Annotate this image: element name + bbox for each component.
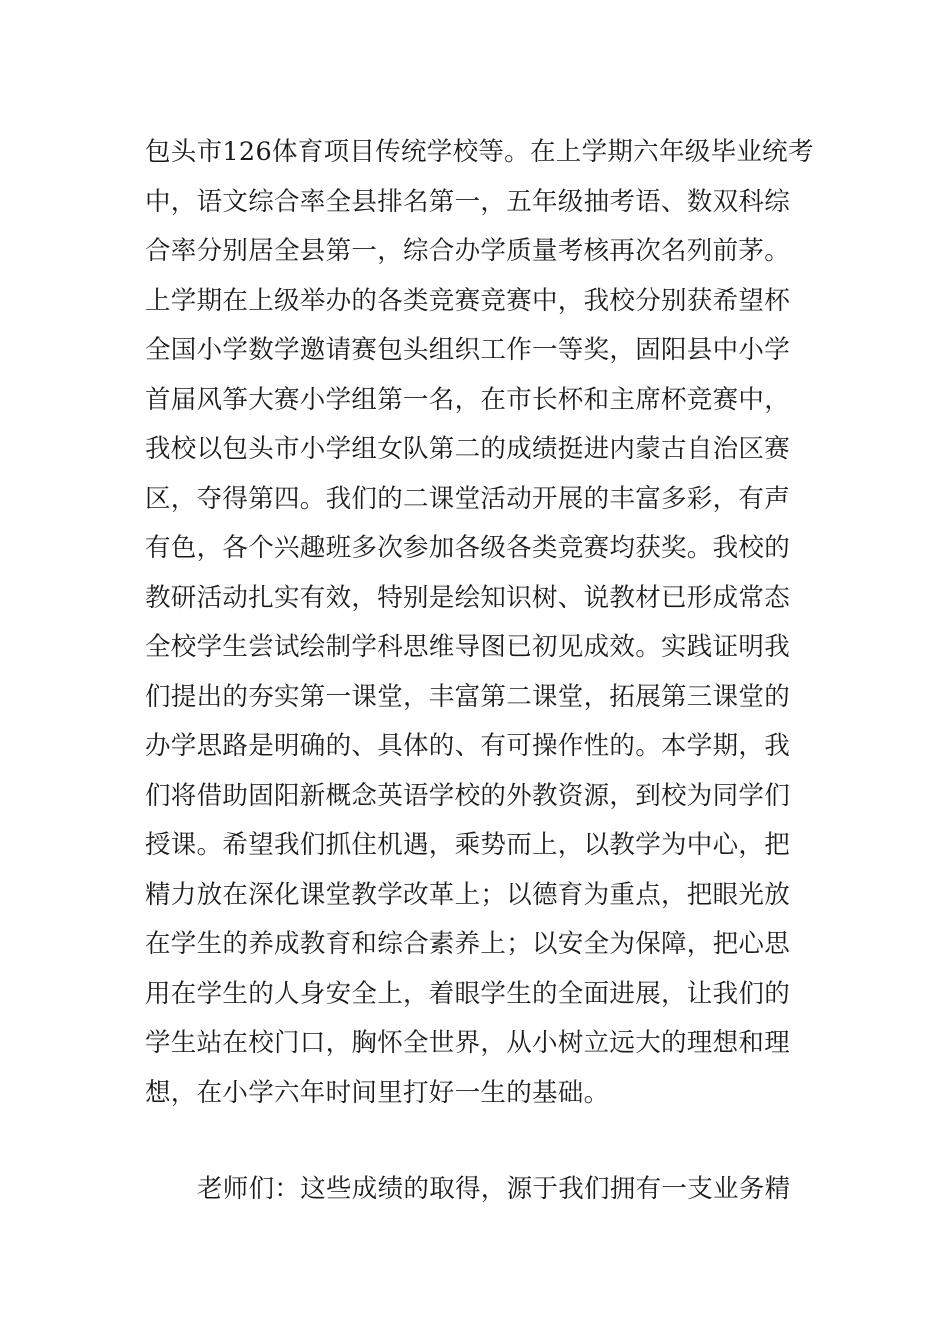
text-line: 合率分别居全县第一，综合办学质量考核再次名列前茅。 <box>145 236 791 266</box>
text-line: 有色，各个兴趣班多次参加各级各类竞赛均获奖。我校的 <box>145 533 791 563</box>
text-line: 中，语文综合率全县排名第一，五年级抽考语、数双科综 <box>145 186 791 217</box>
text-line: 全国小学数学邀请赛包头组织工作一等奖，固阳县中小学 <box>145 335 791 365</box>
text-line: 在学生的养成教育和综合素养上；以安全为保障，把心思 <box>145 929 791 959</box>
text-line: 们提出的夯实第一课堂，丰富第二课堂，拓展第三课堂的 <box>145 681 791 712</box>
text-line: 学生站在校门口，胸怀全世界，从小树立远大的理想和理 <box>145 1028 791 1058</box>
text-line: 区，夺得第四。我们的二课堂活动开展的丰富多彩，有声 <box>145 483 791 514</box>
text-line: 首届风筝大赛小学组第一名，在市长杯和主席杯竞赛中， <box>145 384 791 415</box>
text-line: 用在学生的人身安全上，着眼学生的全面进展，让我们的 <box>145 978 791 1009</box>
text-line: 教研活动扎实有效，特别是绘知识树、说教材已形成常态 <box>145 582 791 613</box>
text-line: 我校以包头市小学组女队第二的成绩挺进内蒙古自治区赛 <box>145 434 791 464</box>
text-line: 老师们：这些成绩的取得，源于我们拥有一支业务精 <box>197 1174 791 1204</box>
text-line: 全校学生尝试绘制学科思维导图已初见成效。实践证明我 <box>145 632 791 662</box>
text-line: 精力放在深化课堂教学改革上；以德育为重点，把眼光放 <box>145 879 791 910</box>
text-line: 包头市126体育项目传统学校等。在上学期六年级毕业统考 <box>145 137 814 167</box>
paragraph-achievements <box>145 128 815 1118</box>
text-line: 上学期在上级举办的各类竞赛竞赛中，我校分别获希望杯 <box>145 285 791 316</box>
text-line: 想，在小学六年时间里打好一生的基础。 <box>145 1077 610 1108</box>
text-line: 们将借助固阳新概念英语学校的外教资源，到校为同学们 <box>145 780 791 811</box>
text-line: 授课。希望我们抓住机遇，乘势而上，以教学为中心，把 <box>145 830 791 860</box>
paragraph-teachers <box>145 1165 815 1215</box>
text-line: 办学思路是明确的、具体的、有可操作性的。本学期，我 <box>145 731 791 761</box>
